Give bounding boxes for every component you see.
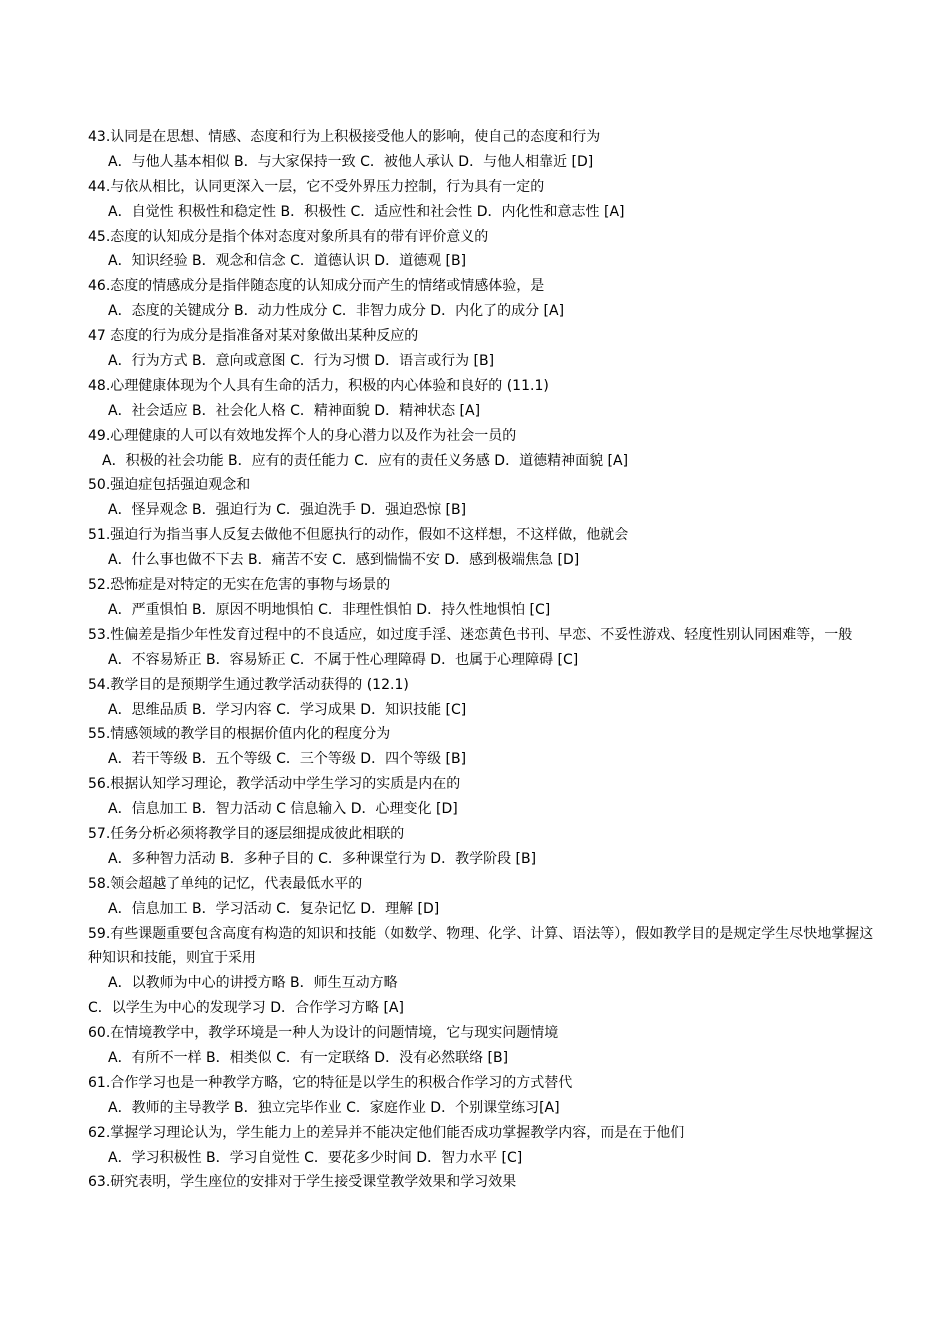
answer-options: A．若干等级 B．五个等级 C．三个等级 D．四个等级 [B] [108,751,467,768]
answer-options: A．严重惧怕 B．原因不明地惧怕 C．非理性惧怕 D．持久性地惧怕 [C] [108,601,551,618]
answer-options: A．以教师为中心的讲授方略 B．师生互动方略 [108,975,398,992]
document-page [88,125,878,1195]
question-text: 43.认同是在思想、情感、态度和行为上积极接受他人的影响，使自己的态度和行为 [88,129,601,145]
answer-options: A．态度的关键成分 B．动力性成分 C．非智力成分 D．内化了的成分 [A] [108,303,565,320]
question-text: 62.掌握学习理论认为，学生能力上的差异并不能决定他们能否成功掌握教学内容，而是在于他们 [88,1124,685,1141]
answer-options: A．自觉性 积极性和稳定性 B．积极性 C．适应性和社会性 D．内化性和意志性 [A] [108,203,625,220]
question-text: 61.合作学习也是一种教学方略，它的特征是以学生的积极合作学习的方式替代 [88,1074,573,1091]
answer-options: A．不容易矫正 B．容易矫正 C．不属于性心理障碍 D．也属于心理障碍 [C] [108,651,579,668]
answer-options: A．有所不一样 B．相类似 C．有一定联络 D．没有必然联络 [B] [108,1050,509,1066]
question-text: 44.与依从相比，认同更深入一层，它不受外界压力控制，行为具有一定的 [88,178,545,195]
question-text: 52.恐怖症是对特定的无实在危害的事物与场景的 [88,577,391,594]
answer-options: A．信息加工 B．学习活动 C．复杂记忆 D．理解 [D] [108,900,440,917]
answer-options: A．多种智力活动 B．多种子目的 C．多种课堂行为 D．教学阶段 [B] [108,850,537,867]
answer-options: C．以学生为中心的发现学习 D．合作学习方略 [A] [88,1000,404,1017]
answer-options: A．社会适应 B．社会化人格 C．精神面貌 D．精神状态 [A] [108,402,481,419]
question-text: 54.教学目的是预期学生通过教学活动获得的 (12.1) [88,676,409,693]
question-text: 48.心理健康体现为个人具有生命的活力，积极的内心体验和良好的 (11.1) [88,377,549,394]
question-text: 58.领会超越了单纯的记忆，代表最低水平的 [88,875,363,892]
answer-options: A．思维品质 B．学习内容 C．学习成果 D．知识技能 [C] [108,701,467,718]
answer-options: A．怪异观念 B．强迫行为 C．强迫洗手 D．强迫恐惊 [B] [108,502,467,519]
question-text: 50.强迫症包括强迫观念和 [88,477,251,494]
answer-options: A．什么事也做不下去 B．痛苦不安 C．感到惴惴不安 D．感到极端焦急 [D] [108,552,580,569]
question-text: 63.研究表明，学生座位的安排对于学生接受课堂教学效果和学习效果 [88,1174,517,1191]
answer-options: A．行为方式 B．意向或意图 C．行为习惯 D．语言或行为 [B] [108,353,495,370]
answer-options: A．积极的社会功能 B．应有的责任能力 C．应有的责任义务感 D．道德精神面貌 [A] [102,452,629,469]
question-text: 55.情感领域的教学目的根据价值内化的程度分为 [88,726,391,743]
question-text: 57.任务分析必须将教学目的逐层细提成彼此相联的 [88,825,405,842]
question-text: 46.态度的情感成分是指伴随态度的认知成分而产生的情绪或情感体验，是 [88,278,545,295]
question-text: 53.性偏差是指少年性发育过程中的不良适应，如过度手淫、迷恋黄色书刊、早恋、不妥性游戏、轻度性别认同困难等，一般 [88,626,853,643]
question-text: 45.态度的认知成分是指个体对态度对象所具有的带有评价意义的 [88,228,489,245]
answer-options: A．教师的主导教学 B．独立完毕作业 C．家庭作业 D．个别课堂练习[A] [108,1099,560,1116]
answer-options: A．学习积极性 B．学习自觉性 C．要花多少时间 D．智力水平 [C] [108,1149,523,1166]
question-text: 56.根据认知学习理论，教学活动中学生学习的实质是内在的 [88,776,461,793]
question-text: 59.有些课题重要包含高度有构造的知识和技能（如数学、物理、化学、计算、语法等），假如教学目的是规定学生尽快地掌握这种知识和技能，则宜于采用 [88,925,874,967]
question-text: 51.强迫行为指当事人反复去做他不但愿执行的动作，假如不这样想，不这样做，他就会 [88,527,629,544]
question-text: 60.在情境教学中，教学环境是一种人为设计的问题情境，它与现实问题情境 [88,1025,559,1042]
question-text: 47 态度的行为成分是指准备对某对象做出某种反应的 [88,328,419,345]
answer-options: A．信息加工 B．智力活动 C 信息输入 D．心理变化 [D] [108,801,458,818]
answer-options: A．与他人基本相似 B．与大家保持一致 C．被他人承认 D．与他人相靠近 [D] [108,153,594,170]
question-text: 49.心理健康的人可以有效地发挥个人的身心潜力以及作为社会一员的 [88,427,517,444]
answer-options: A．知识经验 B．观念和信念 C．道德认识 D．道德观 [B] [108,253,467,270]
